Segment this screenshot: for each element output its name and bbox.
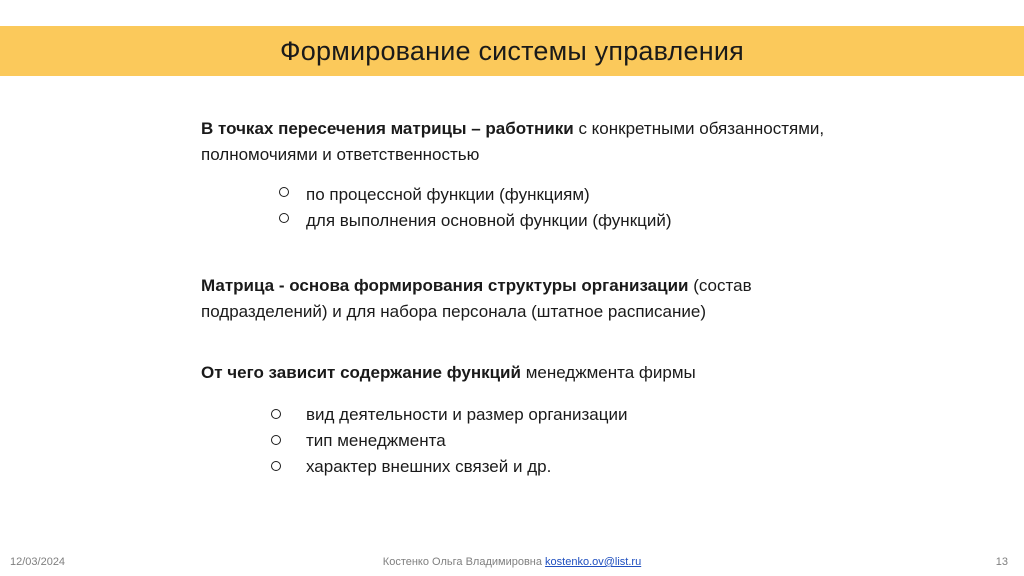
slide-title: Формирование системы управления <box>280 35 744 66</box>
list-item <box>306 428 841 454</box>
footer-author <box>0 556 1024 568</box>
list-item-text: для выполнения основной функции (функций) <box>306 211 672 230</box>
circle-bullet-icon <box>271 409 281 419</box>
bullet-list-factors <box>306 402 841 480</box>
paragraph-functions-depend <box>201 360 841 386</box>
paragraph-2-bold: Матрица - основа формирования структуры организации <box>201 276 689 295</box>
slide-content <box>201 116 841 480</box>
title-band <box>0 26 1024 76</box>
author-name: Костенко Ольга Владимировна <box>382 556 546 568</box>
page-number: 13 <box>995 556 1008 568</box>
paragraph-2-rest: (состав подразделений) и для набора персонала (штатное расписание) <box>201 276 752 321</box>
list-item <box>306 182 841 208</box>
circle-bullet-icon <box>279 187 289 197</box>
list-item-text: вид деятельности и размер организации <box>306 405 628 424</box>
circle-bullet-icon <box>271 461 281 471</box>
list-item-text: характер внешних связей и др. <box>306 457 552 476</box>
list-item <box>306 402 841 428</box>
list-item <box>306 454 841 480</box>
paragraph-matrix-workers <box>201 116 841 168</box>
author-email-link[interactable]: kostenko.ov@list.ru <box>545 556 642 568</box>
paragraph-3-rest: менеджмента фирмы <box>520 363 696 382</box>
list-item-text: тип менеджмента <box>306 431 446 450</box>
circle-bullet-icon <box>279 213 289 223</box>
list-item <box>306 208 841 234</box>
footer-date: 12/03/2024 <box>10 556 66 568</box>
circle-bullet-icon <box>271 435 281 445</box>
paragraph-3-bold: От чего зависит содержание функций <box>201 363 521 382</box>
paragraph-matrix-basis <box>201 273 841 325</box>
paragraph-1-rest: с конкретными обязанностями, полномочиями и ответственностью <box>201 119 825 164</box>
list-item-text: по процессной функции (функциям) <box>306 185 590 204</box>
paragraph-1-bold: В точках пересечения матрицы – работники <box>201 119 574 138</box>
bullet-list-functions <box>306 182 841 234</box>
